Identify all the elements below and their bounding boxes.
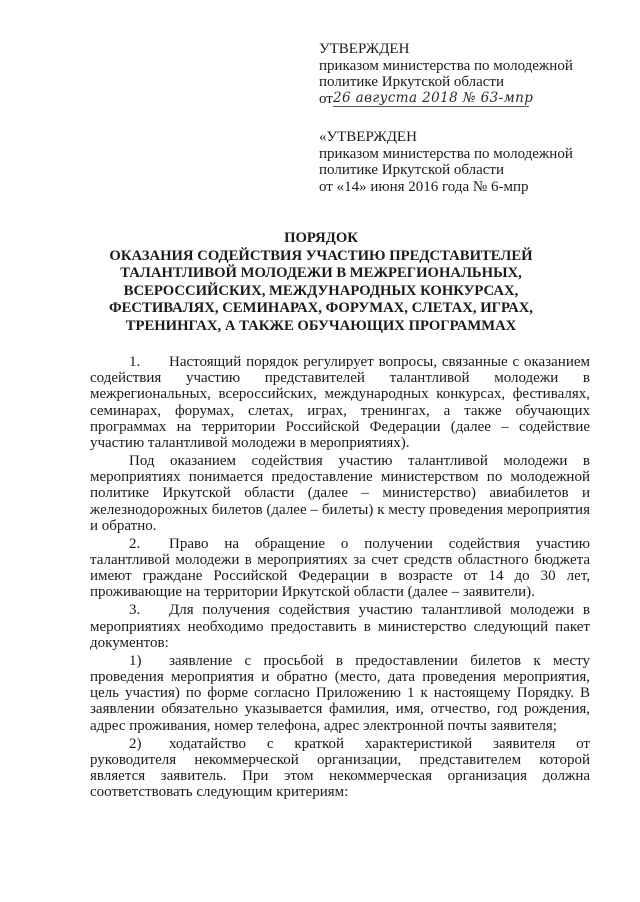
date-prefix: от <box>319 90 333 107</box>
date-underline <box>333 106 529 107</box>
paragraph-3-item-1: 1) заявление с просьбой в предоставлении билетов к месту проведения мероприятия и обратно (место, дата проведения мероприятия, цель участия) по форме согласно Приложению 1 к настоящему Порядку. В заявлении обязательно указывается фамилия, имя, отчество, год рождения, адрес проживания, номер телефона, адрес электронной почты заявителя; <box>90 652 590 734</box>
approval-ministry-line: политике Иркутской области <box>319 162 504 178</box>
paragraph-1: 1. Настоящий порядок регулирует вопросы, связанные с оказанием содействия участию представителей талантливой молодежи в межрегиональных, всероссийских, международных конкурсах, фестивалях, семинарах, форумах, слетах, играх, тренингах, а также обучающих программах на территории Российской Федерации (далее – содействие участию талантливой молодежи в мероприятиях). <box>90 354 590 452</box>
title-line: ПОРЯДОК <box>284 230 358 246</box>
document-body <box>90 354 590 802</box>
title-line: ВСЕРОССИЙСКИХ, МЕЖДУНАРОДНЫХ КОНКУРСАХ, <box>123 282 519 299</box>
approval-heading: «УТВЕРЖДЕН <box>319 129 417 145</box>
title-line: ТАЛАНТЛИВОЙ МОЛОДЕЖИ В МЕЖРЕГИОНАЛЬНЫХ, <box>120 265 522 282</box>
paragraph-1-definition: Под оказанием содействия участию талантливой молодежи в мероприятиях понимается предоставление министерством по молодежной политике Иркутской области (далее – министерство) авиабилетов и железнодорожных билетов (далее – билеты) к месту проведения мероприятия и обратно. <box>90 453 590 534</box>
item-number: 2) <box>129 735 142 752</box>
document-title <box>96 230 546 336</box>
title-line: ОКАЗАНИЯ СОДЕЙСТВИЯ УЧАСТИЮ ПРЕДСТАВИТЕЛЕЙ <box>109 247 533 264</box>
paragraph-2: 2. Право на обращение о получении содействия участию талантливой молодежи в мероприятиях за счет средств областного бюджета имеют граждане Российской Федерации в возрасте от 14 до 30 лет, проживающие на территории Иркутской области (далее – заявители). <box>90 535 590 601</box>
approval-order-line: приказом министерства по молодежной <box>319 57 573 74</box>
item-number: 3. <box>129 602 141 619</box>
item-number: 1) <box>129 652 142 669</box>
handwritten-date-number: 26 августа 2018 № 63-мпр <box>333 89 534 106</box>
approval-stamp-original <box>319 129 619 195</box>
item-number: 1. <box>129 354 141 370</box>
title-line: ТРЕНИНГАХ, А ТАКЖЕ ОБУЧАЮЩИХ ПРОГРАММАХ <box>125 317 517 334</box>
approval-stamp-current <box>319 41 619 107</box>
item-number: 2. <box>129 535 141 552</box>
approval-date-line: от «14» июня 2016 года № 6-мпр <box>319 178 529 195</box>
paragraph-3: 3. Для получения содействия участию талантливой молодежи в мероприятиях необходимо предоставить в министерство следующий пакет документов: <box>90 602 590 651</box>
paragraph-3-item-2: 2) ходатайство с краткой характеристикой заявителя от руководителя некоммерческой организации, представителем которой является заявитель. При этом некоммерческая организация должна соответствовать следующим критериям: <box>90 735 590 801</box>
approval-order-line: приказом министерства по молодежной <box>319 145 573 162</box>
title-line: ФЕСТИВАЛЯХ, СЕМИНАРАХ, ФОРУМАХ, СЛЕТАХ, ИГРАХ, <box>109 300 533 317</box>
approval-date-line <box>319 91 619 108</box>
approval-ministry-line: политике Иркутской области <box>319 74 504 90</box>
approval-heading: УТВЕРЖДЕН <box>319 41 410 57</box>
